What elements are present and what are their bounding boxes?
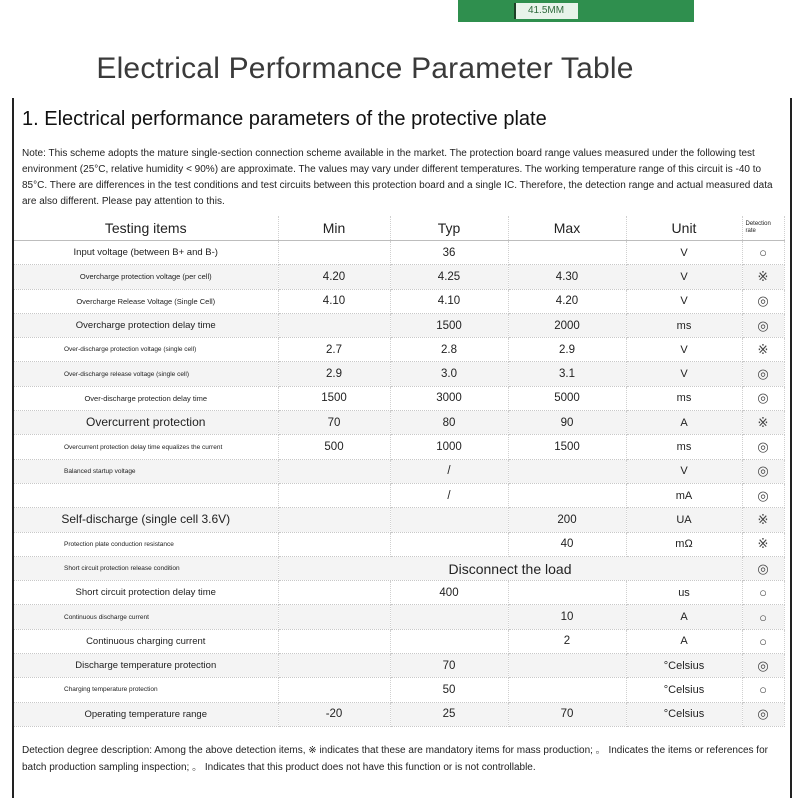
header-unit: Unit <box>626 216 742 241</box>
detection-rate-icon: ◎ <box>742 289 784 313</box>
cell-min <box>278 654 390 678</box>
cell-testing-item: Over-discharge protection delay time <box>14 386 278 410</box>
table-row <box>14 265 784 289</box>
cell-unit: V <box>626 241 742 265</box>
cell-testing-item: Balanced startup voltage <box>14 459 278 483</box>
table-row <box>14 654 784 678</box>
detection-rate-icon: ※ <box>742 265 784 289</box>
cell-min <box>278 241 390 265</box>
cell-unit: °Celsius <box>626 678 742 702</box>
cell-typ: / <box>390 459 508 483</box>
table-body <box>14 241 784 727</box>
cell-min <box>278 483 390 507</box>
cell-unit: V <box>626 338 742 362</box>
cell-min: 4.10 <box>278 289 390 313</box>
cell-condition: Disconnect the load <box>278 556 742 580</box>
dimension-tick <box>514 3 516 19</box>
cell-typ <box>390 629 508 653</box>
table-row <box>14 362 784 386</box>
cell-typ: 400 <box>390 581 508 605</box>
detection-rate-icon: ◎ <box>742 313 784 337</box>
cell-max: 2 <box>508 629 626 653</box>
cell-testing-item: Over-discharge release voltage (single cell) <box>14 362 278 386</box>
table-row <box>14 629 784 653</box>
cell-typ: 70 <box>390 654 508 678</box>
cell-unit: ms <box>626 313 742 337</box>
cell-testing-item: Self-discharge (single cell 3.6V) <box>14 508 278 532</box>
detection-legend: Detection degree description: Among the above detection items, ※ indicates that these are mandatory items for mass production; 。 Indicates the items or references for batch production sampling inspection; 。 Indicates that this product does not have this function or is not controllable. <box>22 745 768 773</box>
table-row <box>14 459 784 483</box>
cell-min <box>278 629 390 653</box>
cell-unit: V <box>626 289 742 313</box>
cell-testing-item: Charging temperature protection <box>14 678 278 702</box>
cell-unit: V <box>626 362 742 386</box>
cell-max <box>508 241 626 265</box>
detection-rate-icon: ◎ <box>742 459 784 483</box>
cell-min: 2.7 <box>278 338 390 362</box>
cell-max: 2000 <box>508 313 626 337</box>
detection-rate-icon: ◎ <box>742 483 784 507</box>
parameter-table-container <box>14 216 784 727</box>
cell-testing-item: Short circuit protection delay time <box>14 581 278 605</box>
cell-typ: 25 <box>390 702 508 726</box>
detection-rate-icon: ○ <box>742 241 784 265</box>
detection-rate-icon: ※ <box>742 411 784 435</box>
cell-unit: A <box>626 629 742 653</box>
cell-typ: 36 <box>390 241 508 265</box>
detection-rate-icon: ○ <box>742 605 784 629</box>
cell-testing-item: Overcurrent protection delay time equalizes the current <box>14 435 278 459</box>
header-max: Max <box>508 216 626 241</box>
cell-unit: °Celsius <box>626 702 742 726</box>
page-title: Electrical Performance Parameter Table <box>96 52 634 85</box>
cell-max: 4.30 <box>508 265 626 289</box>
detection-rate-icon: ◎ <box>742 556 784 580</box>
cell-typ: 1500 <box>390 313 508 337</box>
cell-testing-item: Overcharge protection voltage (per cell) <box>14 265 278 289</box>
table-row <box>14 483 784 507</box>
cell-max: 10 <box>508 605 626 629</box>
cell-max <box>508 483 626 507</box>
cell-typ: 3.0 <box>390 362 508 386</box>
cell-unit: A <box>626 605 742 629</box>
top-dimension-bar <box>458 0 694 22</box>
cell-min <box>278 605 390 629</box>
cell-testing-item: Overcharge protection delay time <box>14 313 278 337</box>
cell-max: 1500 <box>508 435 626 459</box>
table-row <box>14 313 784 337</box>
cell-min: 1500 <box>278 386 390 410</box>
cell-min: 70 <box>278 411 390 435</box>
cell-testing-item: Overcurrent protection <box>14 411 278 435</box>
cell-unit: us <box>626 581 742 605</box>
table-row <box>14 702 784 726</box>
cell-testing-item: Discharge temperature protection <box>14 654 278 678</box>
cell-testing-item: Continuous discharge current <box>14 605 278 629</box>
cell-typ: 4.25 <box>390 265 508 289</box>
detection-rate-icon: ◎ <box>742 654 784 678</box>
cell-testing-item: Short circuit protection release condition <box>14 556 278 580</box>
table-row <box>14 556 784 580</box>
cell-unit: A <box>626 411 742 435</box>
dimension-label: 41.5MM <box>514 3 578 19</box>
detection-rate-icon: ◎ <box>742 702 784 726</box>
detection-rate-icon: ◎ <box>742 435 784 459</box>
cell-unit: mΩ <box>626 532 742 556</box>
table-row <box>14 241 784 265</box>
table-row <box>14 435 784 459</box>
cell-typ: / <box>390 483 508 507</box>
detection-rate-icon: ※ <box>742 338 784 362</box>
cell-max: 70 <box>508 702 626 726</box>
header-typ: Typ <box>390 216 508 241</box>
table-row <box>14 605 784 629</box>
cell-testing-item: Continuous charging current <box>14 629 278 653</box>
table-row <box>14 508 784 532</box>
cell-min <box>278 581 390 605</box>
cell-max: 200 <box>508 508 626 532</box>
table-header-row <box>14 216 784 241</box>
cell-testing-item: Operating temperature range <box>14 702 278 726</box>
table-row <box>14 678 784 702</box>
header-detection-rate: Detection rate <box>742 216 784 241</box>
cell-min: -20 <box>278 702 390 726</box>
header-min: Min <box>278 216 390 241</box>
cell-max <box>508 654 626 678</box>
cell-typ <box>390 605 508 629</box>
table-row <box>14 581 784 605</box>
cell-testing-item: Overcharge Release Voltage (Single Cell) <box>14 289 278 313</box>
table-row <box>14 386 784 410</box>
detection-rate-icon: ◎ <box>742 362 784 386</box>
cell-min <box>278 532 390 556</box>
cell-unit: °Celsius <box>626 654 742 678</box>
cell-unit: V <box>626 265 742 289</box>
cell-typ <box>390 532 508 556</box>
cell-max: 5000 <box>508 386 626 410</box>
cell-min <box>278 508 390 532</box>
cell-typ: 80 <box>390 411 508 435</box>
cell-testing-item: Protection plate conduction resistance <box>14 532 278 556</box>
cell-min: 4.20 <box>278 265 390 289</box>
cell-max: 4.20 <box>508 289 626 313</box>
parameter-table <box>14 216 785 727</box>
cell-min <box>278 459 390 483</box>
cell-max: 2.9 <box>508 338 626 362</box>
cell-typ: 1000 <box>390 435 508 459</box>
cell-min: 2.9 <box>278 362 390 386</box>
cell-max <box>508 459 626 483</box>
cell-min: 500 <box>278 435 390 459</box>
header-testing-items: Testing items <box>14 216 278 241</box>
cell-typ: 2.8 <box>390 338 508 362</box>
cell-max <box>508 678 626 702</box>
detection-rate-icon: ※ <box>742 532 784 556</box>
cell-typ <box>390 508 508 532</box>
table-row <box>14 411 784 435</box>
cell-unit: V <box>626 459 742 483</box>
cell-min <box>278 678 390 702</box>
cell-max: 90 <box>508 411 626 435</box>
cell-unit: ms <box>626 435 742 459</box>
cell-typ: 3000 <box>390 386 508 410</box>
cell-unit: UA <box>626 508 742 532</box>
note-paragraph: Note: This scheme adopts the mature single-section connection scheme available in the market. The protection board range values measured under the following test environment (25°C, relative humidity < 90%) are approximate. The values may vary under different temperatures. The working temperature range of this circuit is -40 to 85°C. There are differences in the test conditions and test circuits between this protection board and a single IC. Therefore, the detection range and actual measured data are also different. Please pay attention to this. <box>22 148 773 207</box>
cell-max: 40 <box>508 532 626 556</box>
cell-max: 3.1 <box>508 362 626 386</box>
cell-max <box>508 581 626 605</box>
cell-testing-item: Input voltage (between B+ and B-) <box>14 241 278 265</box>
detection-rate-icon: ○ <box>742 581 784 605</box>
cell-unit: mA <box>626 483 742 507</box>
detection-rate-icon: ○ <box>742 678 784 702</box>
cell-typ: 50 <box>390 678 508 702</box>
cell-testing-item: Over-discharge protection voltage (single cell) <box>14 338 278 362</box>
section-heading: 1. Electrical performance parameters of the protective plate <box>22 108 547 130</box>
detection-rate-icon: ※ <box>742 508 784 532</box>
table-row <box>14 532 784 556</box>
table-row <box>14 289 784 313</box>
cell-unit: ms <box>626 386 742 410</box>
detection-rate-icon: ○ <box>742 629 784 653</box>
cell-testing-item <box>14 483 278 507</box>
table-row <box>14 338 784 362</box>
cell-min <box>278 313 390 337</box>
cell-typ: 4.10 <box>390 289 508 313</box>
detection-rate-icon: ◎ <box>742 386 784 410</box>
